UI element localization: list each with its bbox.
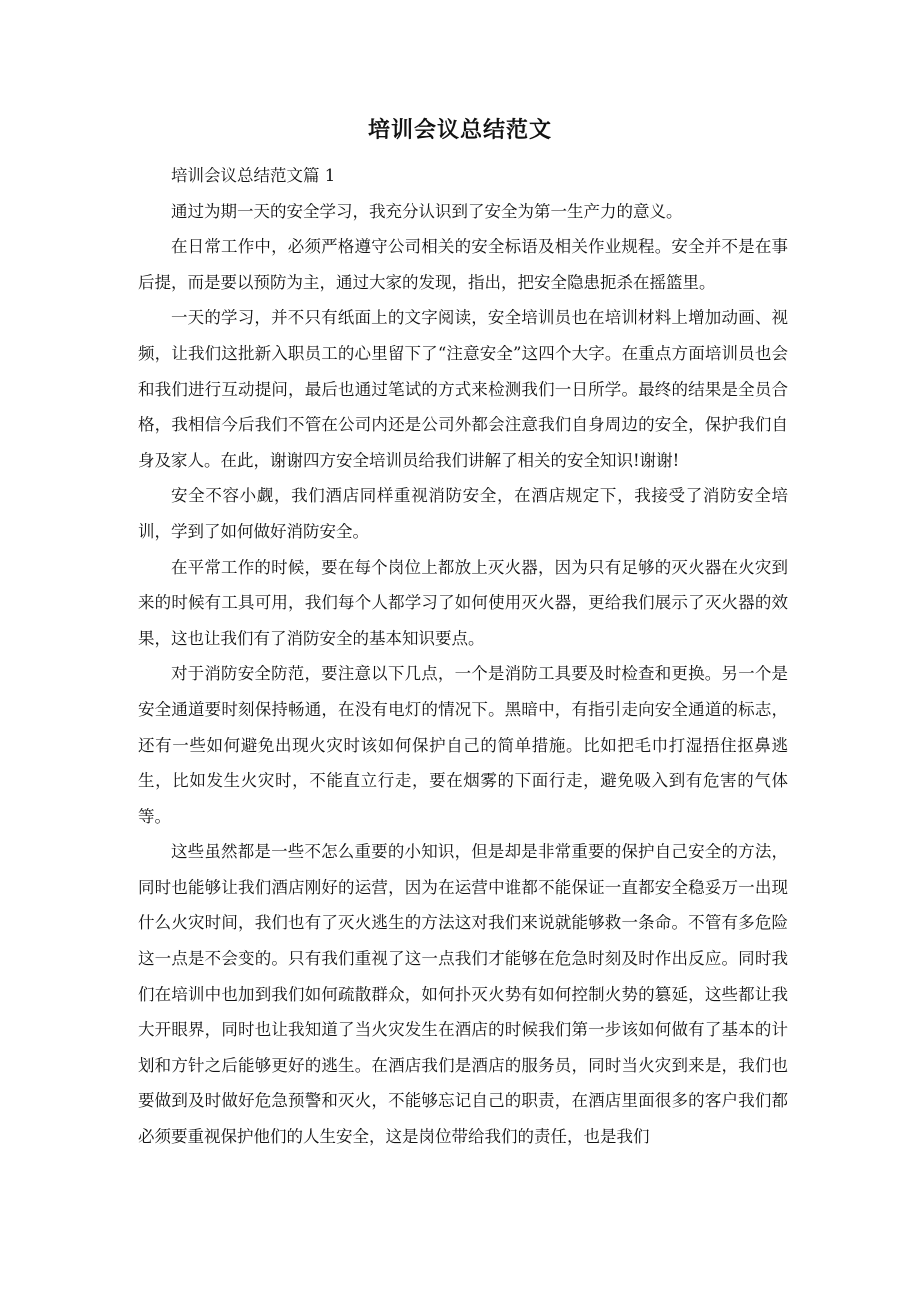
paragraph-5: 在平常工作的时候，要在每个岗位上都放上灭火器，因为只有足够的灭火器在火灾到来的时候有工具可用，我们每个人都学习了如何使用灭火器，更给我们展示了灭火器的效果，这也让我们有了消防安全的基本知识要点。 (138, 557, 788, 648)
paragraph-1: 通过为期一天的安全学习，我充分认识到了安全为第一生产力的意义。 (171, 201, 683, 221)
paragraph-2: 在日常工作中，必须严格遵守公司相关的安全标语及相关作业规程。安全并不是在事后提，而是要以预防为主，通过大家的发现，指出，把安全隐患扼杀在摇篮里。 (138, 237, 788, 292)
section-heading: 培训会议总结范文篇 1 (171, 166, 336, 185)
paragraph-3: 一天的学习，并不只有纸面上的文字阅读，安全培训员也在培训材料上增加动画、视频，让我们这批新入职员工的心里留下了“注意安全”这四个大字。在重点方面培训员也会和我们进行互动提问，最后也通过笔试的方式来检测我们一日所学。最终的结果是全员合格，我相信今后我们不管在公司内还是公司外都会注意我们自身周边的安全，保护我们自身及家人。在此，谢谢四方安全培训员给我们讲解了相关的安全知识!谢谢! (138, 308, 788, 470)
paragraph-7: 这些虽然都是一些不怎么重要的小知识，但是却是非常重要的保护自己安全的方法，同时也能够让我们酒店刚好的运营，因为在运营中谁都不能保证一直都安全稳妥万一出现什么火灾时间，我们也有了灭火逃生的方法这对我们来说就能够救一条命。不管有多危险这一点是不会变的。只有我们重视了这一点我们才能够在危急时刻及时作出反应。同时我们在培训中也加到我们如何疏散群众，如何扑灭火势有如何控制火势的篡延，这些都让我大开眼界，同时也让我知道了当火灾发生在酒店的时候我们第一步该如何做有了基本的计划和方针之后能够更好的逃生。在酒店我们是酒店的服务员，同时当火灾到来是，我们也要做到及时做好危急预警和灭火，不能够忘记自己的职责，在酒店里面很多的客户我们都必须要重视保护他们的人生安全，这是岗位带给我们的责任，也是我们 (138, 842, 788, 1147)
document-body (138, 158, 788, 1155)
paragraph-4: 安全不容小觑，我们酒店同样重视消防安全，在酒店规定下，我接受了消防安全培训，学到了如何做好消防安全。 (138, 486, 788, 541)
paragraph-6: 对于消防安全防范，要注意以下几点，一个是消防工具要及时检查和更换。另一个是安全通道要时刻保持畅通，在没有电灯的情况下。黑暗中，有指引走向安全通道的标志，还有一些如何避免出现火灾时该如何保护自己的简单措施。比如把毛巾打湿捂住抠鼻逃生，比如发生火灾时，不能直立行走，要在烟雾的下面行走，避免吸入到有危害的气体等。 (138, 664, 788, 826)
document-title: 培训会议总结范文 (367, 117, 552, 143)
